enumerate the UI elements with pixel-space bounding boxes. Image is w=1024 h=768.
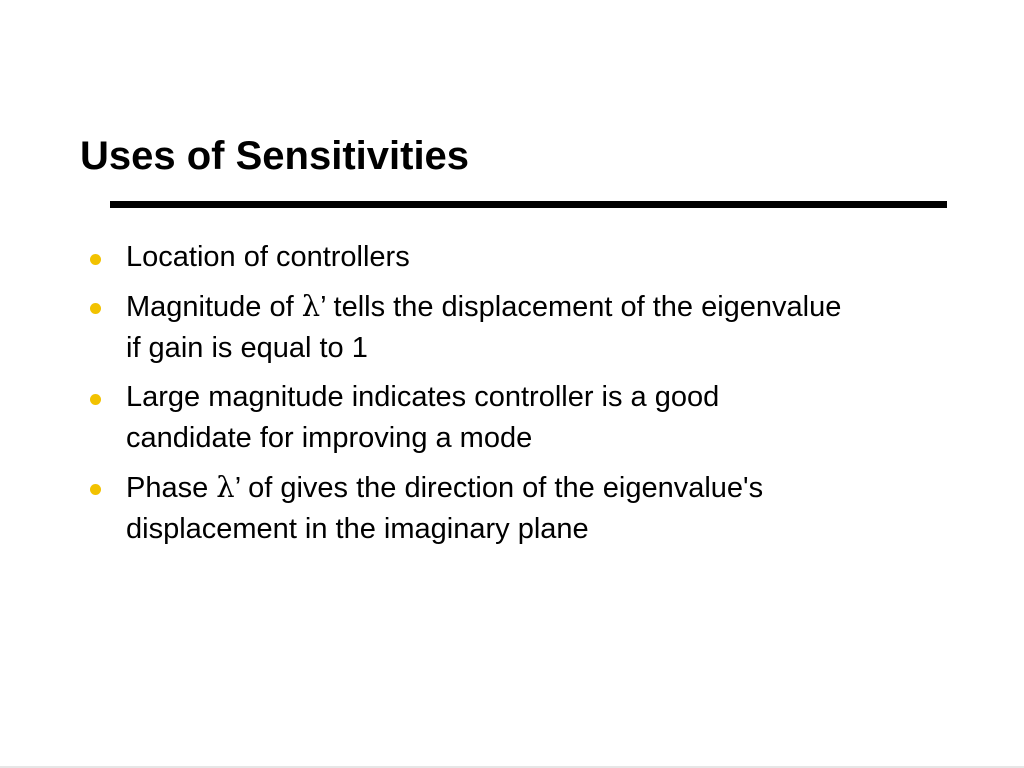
lambda-symbol: λ xyxy=(301,289,321,323)
slide-title: Uses of Sensitivities xyxy=(80,134,470,178)
bullet-list xyxy=(86,237,846,558)
bullet-dot-icon xyxy=(90,394,101,405)
bullet-dot-icon xyxy=(90,254,101,265)
bullet-text: Phase xyxy=(126,472,217,504)
lambda-symbol: λ xyxy=(216,470,235,504)
bullet-text: ’ of gives the direction of the eigenvalue's displacement in the imaginary plane xyxy=(126,472,764,545)
bullet-dot-icon xyxy=(90,484,101,495)
title-underline xyxy=(110,201,947,208)
bullet-dot-icon xyxy=(90,303,101,314)
bullet-item-magnitude xyxy=(86,286,846,369)
bullet-text: Large magnitude indicates controller is a good candidate for improving a mode xyxy=(126,381,720,454)
bullet-item-large-magnitude xyxy=(86,377,846,459)
bullet-item-location xyxy=(86,237,846,278)
bullet-text: Magnitude of xyxy=(126,291,302,323)
bullet-item-phase xyxy=(86,467,846,550)
bullet-text: Location of controllers xyxy=(126,241,410,273)
bullet-text: ’ tells the displacement of the eigenvalue if gain is equal to 1 xyxy=(126,291,842,364)
